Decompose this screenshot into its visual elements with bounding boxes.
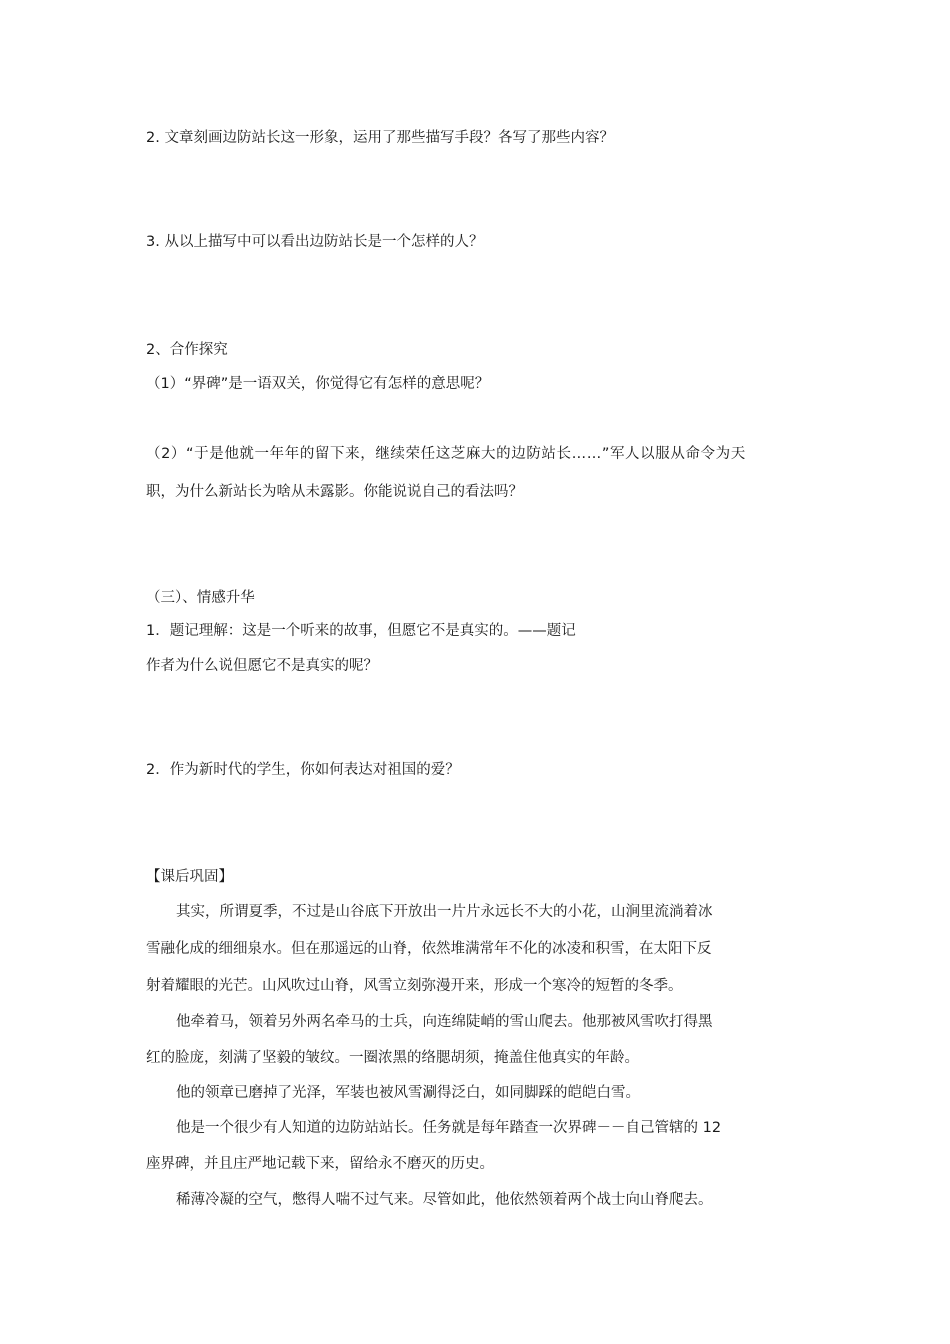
cooperation-item-1: （1）“界碑”是一语双关，你觉得它有怎样的意思呢？ [146,376,490,392]
emotion-item-1-line-1: 1．题记理解：这是一个听来的故事，但愿它不是真实的。——题记 [146,623,576,639]
paragraph-1-line-3: 射着耀眼的光芒。山风吹过山脊，风雪立刻弥漫开来，形成一个寒冷的短暂的冬季。 [146,978,683,994]
paragraph-2-line-1: 他牵着马，领着另外两名牵马的士兵，向连绵陡峭的雪山爬去。他那被风雪吹打得黑 [176,1014,713,1030]
paragraph-5: 稀薄冷凝的空气，憋得人喘不过气来。尽管如此，他依然领着两个战士向山脊爬去。 [176,1192,713,1208]
paragraph-4-line-1: 他是一个很少有人知道的边防站站长。任务就是每年踏查一次界碑－－自己管辖的 12 [176,1120,722,1136]
paragraph-4-line-2: 座界碑，并且庄严地记载下来，留给永不磨灭的历史。 [146,1156,494,1172]
question-3: 3. 从以上描写中可以看出边防站长是一个怎样的人？ [146,234,484,250]
paragraph-1-line-1: 其实，所谓夏季，不过是山谷底下开放出一片片永远长不大的小花，山涧里流淌着冰 [176,904,713,920]
paragraph-3: 他的领章已磨掉了光泽，军装也被风雪涮得泛白，如同脚踩的皑皑白雪。 [176,1085,640,1101]
cooperation-item-2-line-2: 职，为什么新站长为啥从未露影。你能说说自己的看法吗？ [146,484,523,500]
cooperation-heading: 2、合作探究 [146,342,228,358]
cooperation-item-2-line-1: （2）“于是他就一年年的留下来，继续荣任这芝麻大的边防站长……”军人以服从命令为天 [146,446,746,462]
question-2: 2. 文章刻画边防站长这一形象，运用了那些描写手段？各写了那些内容？ [146,130,614,146]
paragraph-1-line-2: 雪融化成的细细泉水。但在那遥远的山脊，依然堆满常年不化的冰凌和积雪，在太阳下反 [146,941,712,957]
consolidation-heading: 【课后巩固】 [146,869,233,885]
emotion-heading: （三）、情感升华 [146,590,255,606]
paragraph-2-line-2: 红的脸庞，刻满了坚毅的皱纹。一圈浓黑的络腮胡须，掩盖住他真实的年龄。 [146,1050,639,1066]
emotion-item-2: 2．作为新时代的学生，你如何表达对祖国的爱？ [146,762,460,778]
emotion-item-1-line-2: 作者为什么说但愿它不是真实的呢？ [146,658,378,674]
